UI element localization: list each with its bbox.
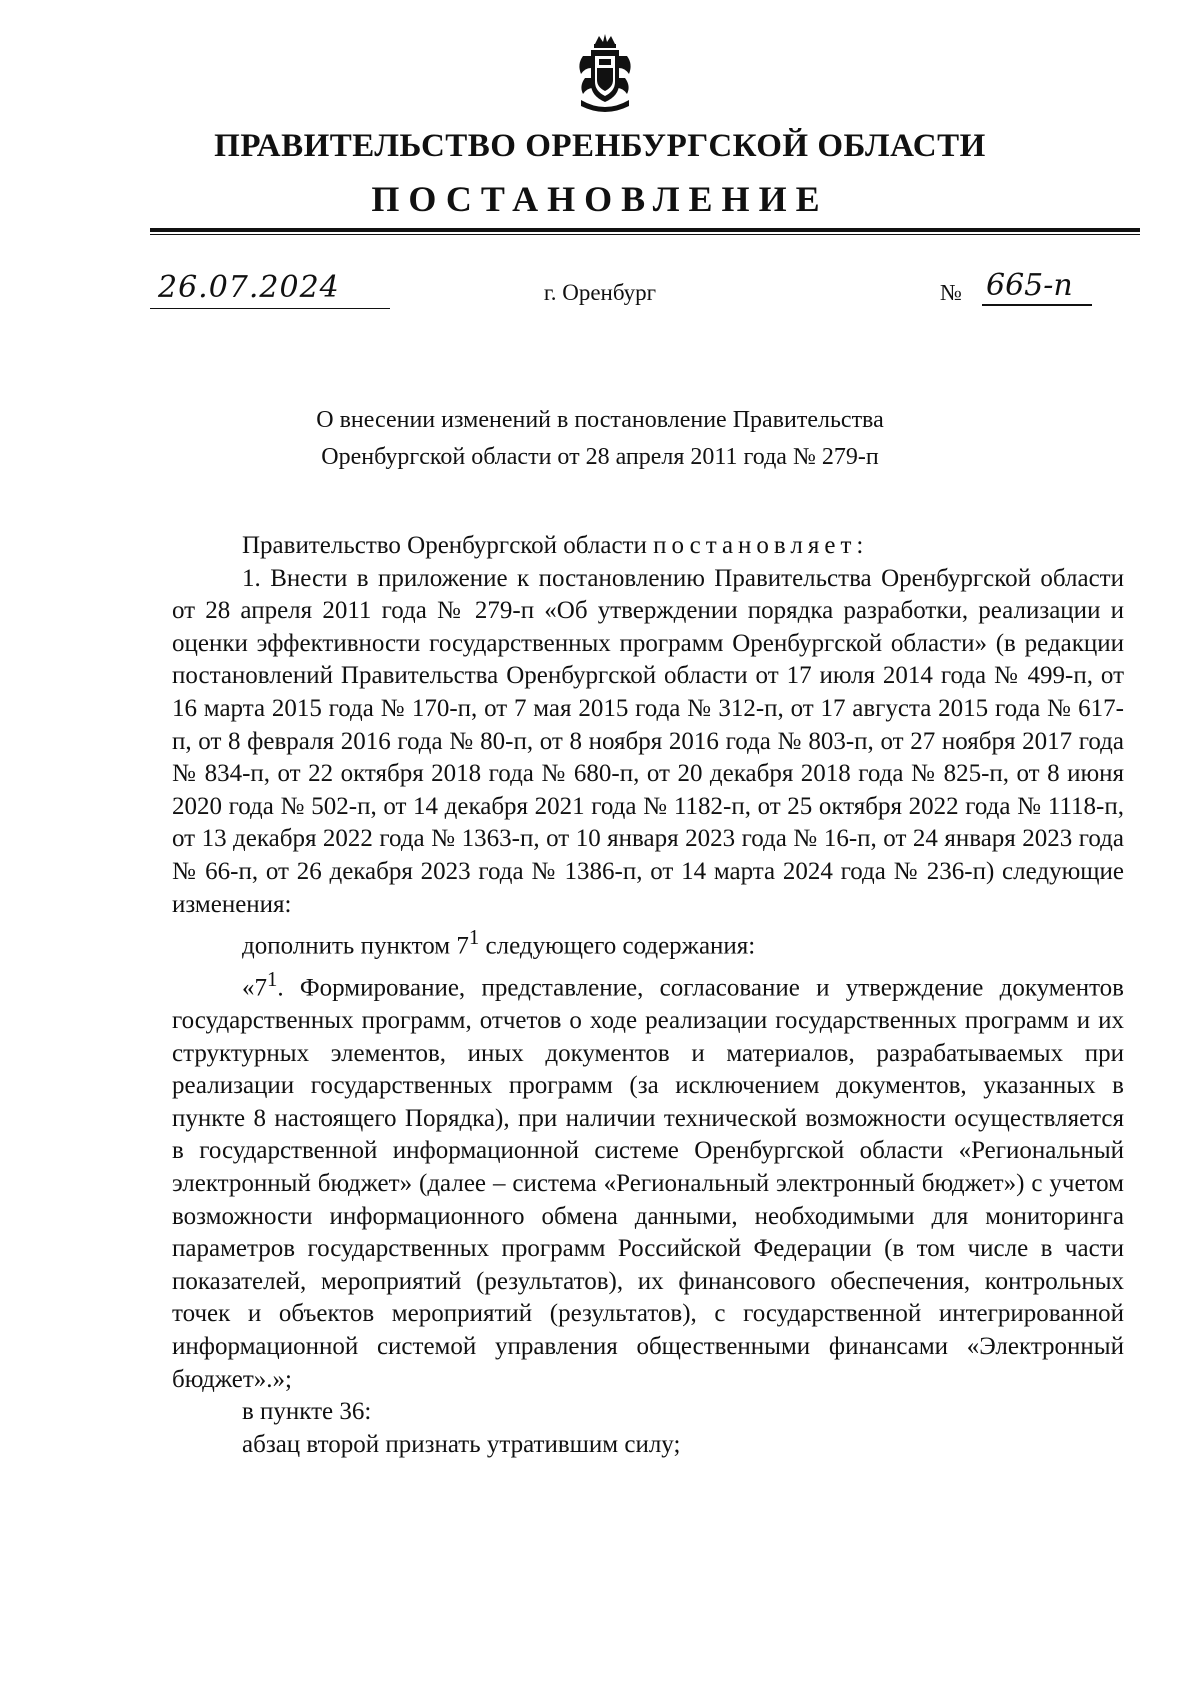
body-text bbox=[172, 530, 1124, 1461]
resolution-subject bbox=[0, 402, 1200, 476]
government-title: ПРАВИТЕЛЬСТВО ОРЕНБУРГСКОЙ ОБЛАСТИ bbox=[214, 128, 986, 164]
paragraph-3-superscript: 1 bbox=[267, 967, 278, 992]
paragraph-1: 1. Внести в приложение к постановлению Правительства Оренбургской области от 28 апреля 2011 года № 279-п «Об утверждении порядка разработки, реализации и оценки эффективности государственных программ Оренбургской области» (в редакции постановлений Правительства Оренбургской области от 17 июля 2014 года № 499-п, от 16 марта 2015 года № 170-п, от 7 мая 2015 года № 312-п, от 17 августа 2015 года № 617-п, от 8 февраля 2016 года № 80-п, от 8 ноября 2016 года № 803-п, от 27 ноября 2017 года № 834-п, от 22 октября 2018 года № 680-п, от 20 декабря 2018 года № 825-п, от 8 июня 2020 года № 502-п, от 14 декабря 2021 года № 1182-п, от 25 октября 2022 года № 1118-п, от 13 декабря 2022 года № 1363-п, от 10 января 2023 года № 16-п, от 24 января 2023 года № 66-п, от 26 декабря 2023 года № 1386-п, от 14 марта 2024 года № 236-п) следующие изменения: bbox=[172, 564, 1124, 918]
header-rule-thick bbox=[150, 228, 1140, 232]
paragraph-3 bbox=[172, 963, 1124, 1396]
paragraph-3-text-a: «7 bbox=[242, 974, 267, 1002]
paragraph-2-text-a: дополнить пунктом 7 bbox=[242, 932, 469, 960]
subject-line-1: О внесении изменений в постановление Правительства bbox=[316, 407, 884, 433]
paragraph-3-text-b: . Формирование, представление, согласование и утверждение документов государственных программ, отчетов о ходе реализации государственных программ и их структурных элементов, иных документов и материалов, разрабатываемых при реализации государственных программ (за исключением документов, указанных в пункте 8 настоящего Порядка), при наличии технической возможности осуществляется в государственной информационной системе Оренбургской области «Региональный электронный бюджет» (далее – система «Региональный электронный бюджет») с учетом возможности информационного обмена данными, необходимыми для мониторинга параметров государственных программ Российской Федерации (в том числе в части показателей, мероприятий (результатов), их финансового обеспечения, контрольных точек и объектов мероприятий (результатов), с государственной интегрированной информационной системой управления общественными финансами «Электронный бюджет».»; bbox=[172, 974, 1124, 1393]
header-rule-thin bbox=[150, 234, 1140, 235]
intro-decree-word: постановляет: bbox=[653, 532, 869, 559]
paragraph-2-superscript: 1 bbox=[468, 925, 480, 950]
number-sign: № bbox=[940, 280, 962, 305]
coat-of-arms-emblem bbox=[575, 34, 635, 114]
intro-prefix: Правительство Оренбургской области bbox=[242, 532, 654, 559]
document-number-field bbox=[940, 268, 1120, 308]
intro-paragraph bbox=[172, 530, 1124, 563]
place-of-issue: г. Оренбург bbox=[543, 280, 657, 305]
handwritten-date: 26.07.2024 bbox=[158, 270, 340, 305]
paragraph-2-text-b: следующего содержания: bbox=[479, 932, 756, 960]
number-underline bbox=[982, 304, 1092, 306]
document-type-heading: ПОСТАНОВЛЕНИЕ bbox=[371, 179, 829, 219]
paragraph-2 bbox=[172, 921, 1124, 963]
paragraph-5: абзац второй признать утратившим силу; bbox=[242, 1430, 681, 1458]
handwritten-number: 665-п bbox=[986, 268, 1073, 303]
paragraph-4: в пункте 36: bbox=[242, 1398, 372, 1426]
subject-line-2: Оренбургской области от 28 апреля 2011 года № 279-п bbox=[321, 444, 879, 470]
